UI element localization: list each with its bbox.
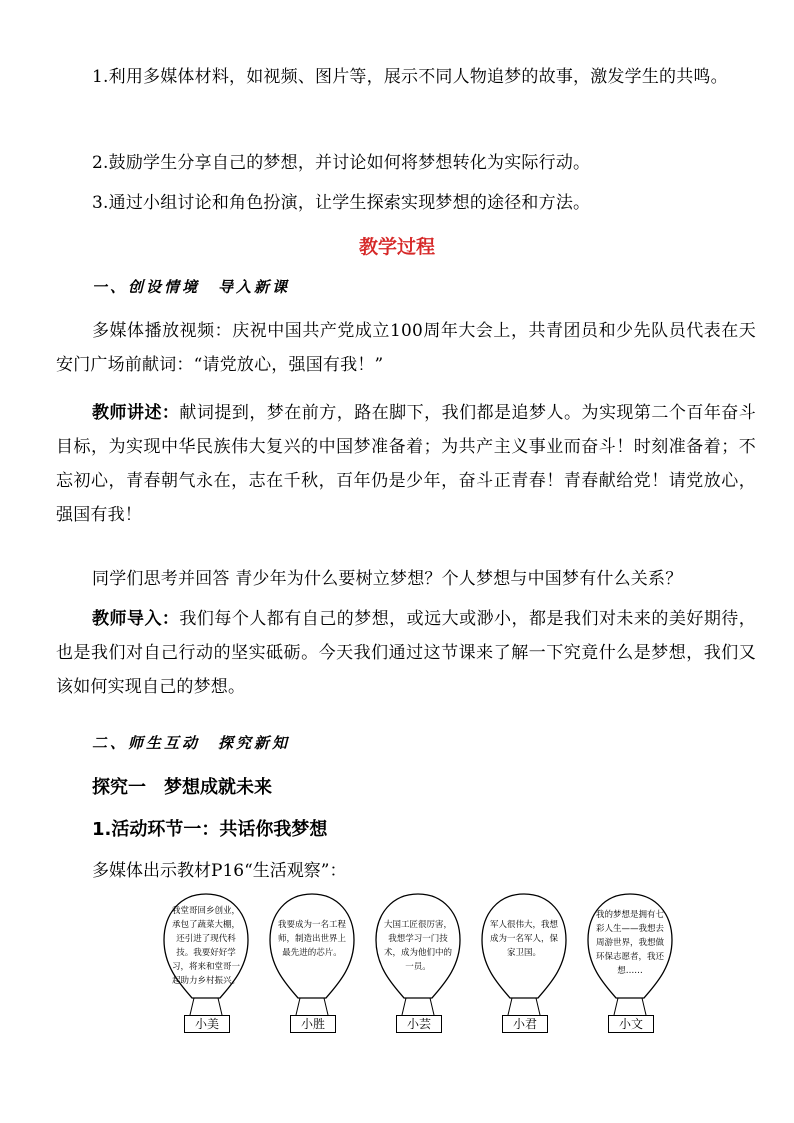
balloon-name: 小美 bbox=[184, 1015, 230, 1033]
balloon-text: 我堂哥回乡创业，承包了蔬菜大棚，还引进了现代科技。我要好好学习，将来和堂哥一起助力乡村振兴。 bbox=[171, 906, 240, 986]
intro-video-paragraph: 多媒体播放视频：庆祝中国共产党成立100周年大会上，共青团员和少先队员代表在天安门广场前献词：“请党放心，强国有我！” bbox=[56, 321, 756, 375]
teacher-intro-text: 我们每个人都有自己的梦想，或远大或渺小，都是我们对未来的美好期待，也是我们对自己行动的坚实砥砺。今天我们通过这节课来了解一下究竟什么是梦想，我们又该如何实现自己的梦想。 bbox=[56, 609, 756, 697]
balloon-xiaojun bbox=[478, 890, 570, 1035]
balloon-text: 军人很伟大，我想成为一名军人，保家卫国。 bbox=[489, 920, 558, 958]
balloon-text: 我的梦想是拥有七彩人生——我想去周游世界，我想做环保志愿者，我还想…… bbox=[595, 910, 664, 976]
teacher-narration-lead: 教师讲述： bbox=[92, 403, 180, 423]
teacher-intro-lead: 教师导入： bbox=[92, 609, 180, 629]
balloon-name: 小胜 bbox=[290, 1015, 336, 1033]
balloon-xiaomei bbox=[160, 890, 252, 1035]
balloon-xiaoyun bbox=[372, 890, 464, 1035]
balloon-shape bbox=[266, 890, 358, 1035]
balloon-text: 大国工匠很厉害，我想学习一门技术，成为他们中的一员。 bbox=[383, 920, 452, 972]
activity-heading: 1.活动环节一：共话你我梦想 bbox=[92, 819, 328, 840]
balloon-name: 小文 bbox=[608, 1015, 654, 1033]
question-paragraph: 同学们思考并回答 青少年为什么要树立梦想？个人梦想与中国梦有什么关系？ bbox=[92, 569, 683, 589]
balloon-name: 小芸 bbox=[396, 1015, 442, 1033]
balloon-xiaowen bbox=[584, 890, 676, 1035]
section-heading-2: 二、师生互动 探究新知 bbox=[92, 734, 291, 752]
teacher-narration-paragraph bbox=[56, 396, 756, 532]
objective-2: 2.鼓励学生分享自己的梦想，并讨论如何将梦想转化为实际行动。 bbox=[92, 153, 591, 173]
objective-1: 1.利用多媒体材料，如视频、图片等，展示不同人物追梦的故事，激发学生的共鸣。 bbox=[92, 67, 728, 87]
teacher-intro-paragraph bbox=[56, 602, 756, 704]
teacher-narration-text: 献词提到，梦在前方，路在脚下，我们都是追梦人。为实现第二个百年奋斗目标，为实现中华民族伟大复兴的中国梦准备着；为共产主义事业而奋斗！时刻准备着；不忘初心，青春朝气永在，志在千秋，百年仍是少年，奋斗正青春！青春献给党！请党放心，强国有我！ bbox=[56, 403, 756, 525]
explore-heading: 探究一 梦想成就未来 bbox=[92, 777, 272, 798]
balloon-shape bbox=[478, 890, 570, 1035]
balloon-figure bbox=[160, 890, 680, 1040]
objective-3: 3.通过小组讨论和角色扮演，让学生探索实现梦想的途径和方法。 bbox=[92, 193, 591, 213]
balloon-name: 小君 bbox=[502, 1015, 548, 1033]
section-heading-1: 一、创设情境 导入新课 bbox=[92, 278, 291, 296]
balloon-text: 我要成为一名工程师，制造出世界上最先进的芯片。 bbox=[277, 920, 346, 958]
balloon-xiaosheng bbox=[266, 890, 358, 1035]
multimedia-line: 多媒体出示教材P16“生活观察”： bbox=[92, 861, 347, 881]
section-title: 教学过程 bbox=[358, 236, 435, 258]
